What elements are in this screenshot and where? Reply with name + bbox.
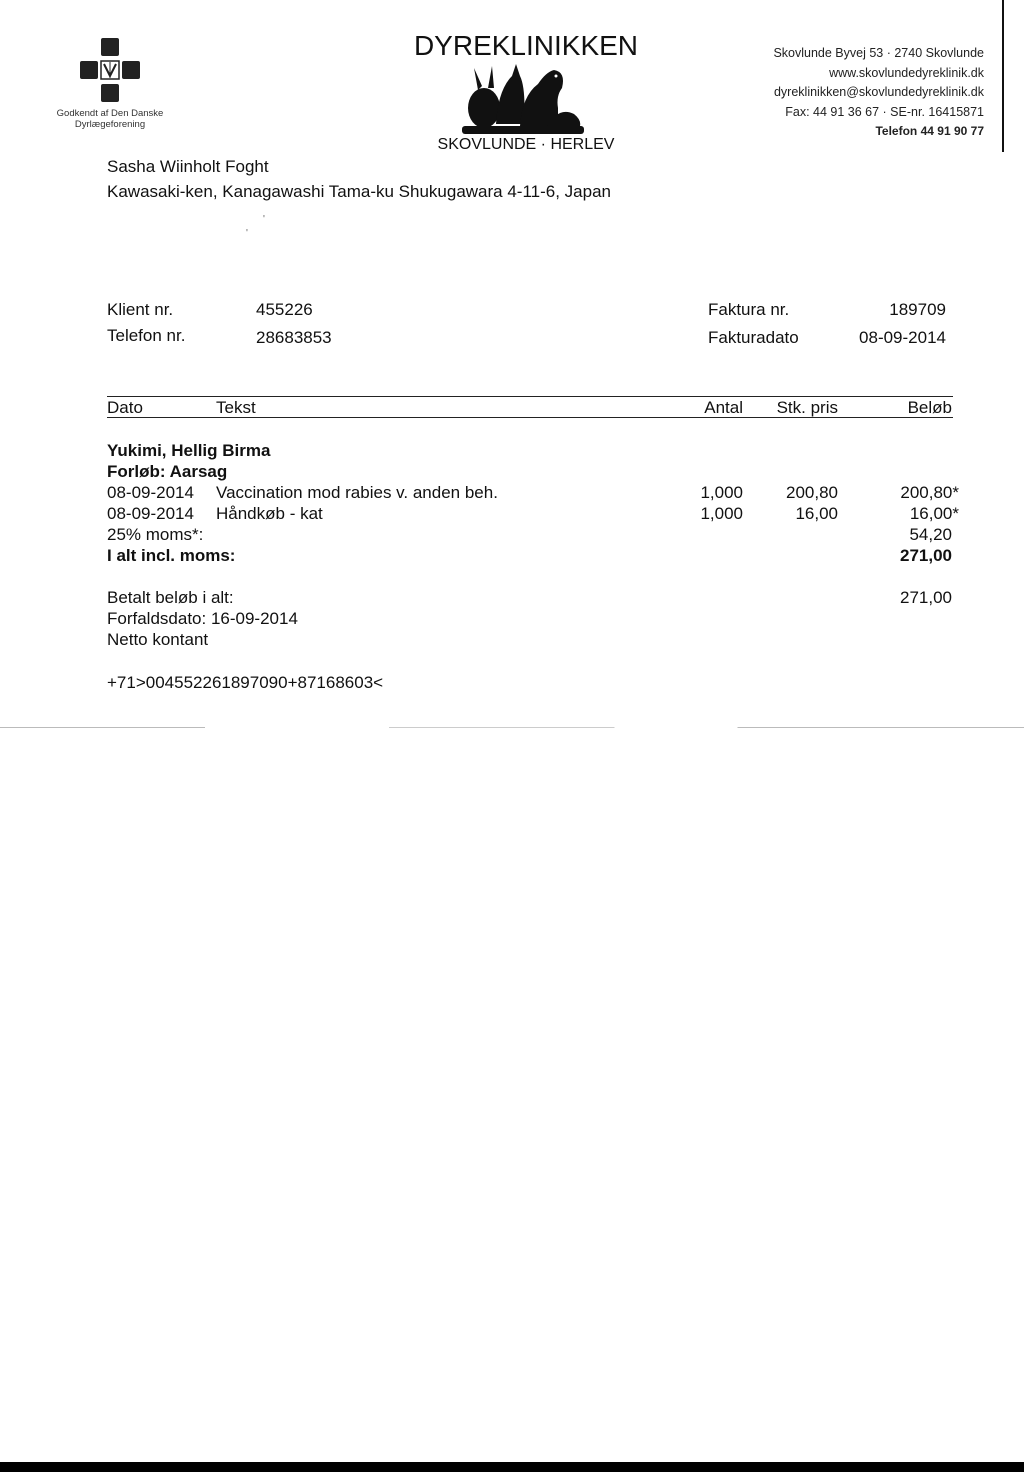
row-text: Håndkøb - kat: [216, 504, 323, 523]
page-edge-line: [1002, 0, 1004, 152]
payment-terms: Netto kontant: [107, 630, 209, 649]
course-label: Forløb: Aarsag: [107, 462, 228, 481]
row-amount: 16,00*: [909, 504, 959, 523]
row-unit-price: 16,00: [795, 504, 838, 523]
fold-line: [0, 727, 1024, 728]
paid-label: Betalt beløb i alt:: [107, 588, 234, 607]
row-qty: 1,000: [700, 504, 743, 523]
total-label: I alt incl. moms:: [107, 546, 236, 565]
row-date: 08-09-2014: [107, 483, 194, 502]
clinic-email: dyreklinikken@skovlundedyreklinik.dk: [773, 85, 984, 99]
association-text: Godkendt af Den Danske Dyrlægeforening: [56, 108, 164, 130]
phone-number-label: Telefon nr.: [107, 326, 186, 345]
recipient-name: Sasha Wiinholt Foght: [107, 157, 269, 176]
patient-name: Yukimi, Hellig Birma: [107, 441, 271, 460]
recipient-address: Kawasaki-ken, Kanagawashi Tama-ku Shukugawara 4-11-6, Japan: [107, 182, 611, 201]
phone-number-value: 28683853: [256, 328, 332, 347]
clinic-phone: Telefon 44 91 90 77: [875, 124, 984, 138]
invoice-date-label: Fakturadato: [708, 328, 799, 347]
row-amount: 200,80*: [900, 483, 959, 502]
column-header-amount: Beløb: [907, 398, 952, 417]
column-header-unit-price: Stk. pris: [776, 398, 838, 417]
row-unit-price: 200,80: [786, 483, 838, 502]
scan-bottom-edge: [0, 1462, 1024, 1472]
vet-association-logo-icon: [80, 38, 140, 102]
client-number-value: 455226: [256, 300, 313, 319]
invoice-number-value: 189709: [889, 300, 946, 319]
clinic-fax: Fax: 44 91 36 67 · SE-nr. 16415871: [785, 104, 984, 119]
clinic-website: www.skovlundedyreklinik.dk: [829, 65, 984, 80]
ocr-payment-line: +71>004552261897090+87168603<: [107, 673, 384, 692]
invoice-date-value: 08-09-2014: [859, 328, 946, 347]
scan-speck: ': [263, 214, 265, 225]
scan-speck: ': [246, 228, 248, 239]
row-text: Vaccination mod rabies v. anden beh.: [216, 483, 498, 502]
invoice-number-label: Faktura nr.: [708, 300, 790, 319]
table-header-rule-bottom: [107, 417, 953, 418]
row-date: 08-09-2014: [107, 504, 194, 523]
table-header-rule-top: [107, 396, 953, 397]
vat-label: 25% moms*:: [107, 525, 204, 544]
total-value: 271,00: [900, 546, 952, 565]
clinic-address: Skovlunde Byvej 53 · 2740 Skovlunde: [773, 46, 984, 60]
vat-value: 54,20: [909, 525, 952, 544]
animals-silhouette-icon: [462, 62, 584, 134]
column-header-text: Tekst: [216, 398, 256, 417]
column-header-date: Dato: [107, 398, 143, 417]
due-date: Forfaldsdato: 16-09-2014: [107, 609, 298, 628]
column-header-qty: Antal: [704, 398, 743, 417]
clinic-contact: [773, 44, 984, 142]
clinic-name: DYREKLINIKKEN: [413, 30, 639, 61]
row-qty: 1,000: [700, 483, 743, 502]
paid-value: 271,00: [900, 588, 952, 607]
clinic-locations: SKOVLUNDE · HERLEV: [437, 136, 615, 153]
client-number-label: Klient nr.: [107, 300, 174, 319]
